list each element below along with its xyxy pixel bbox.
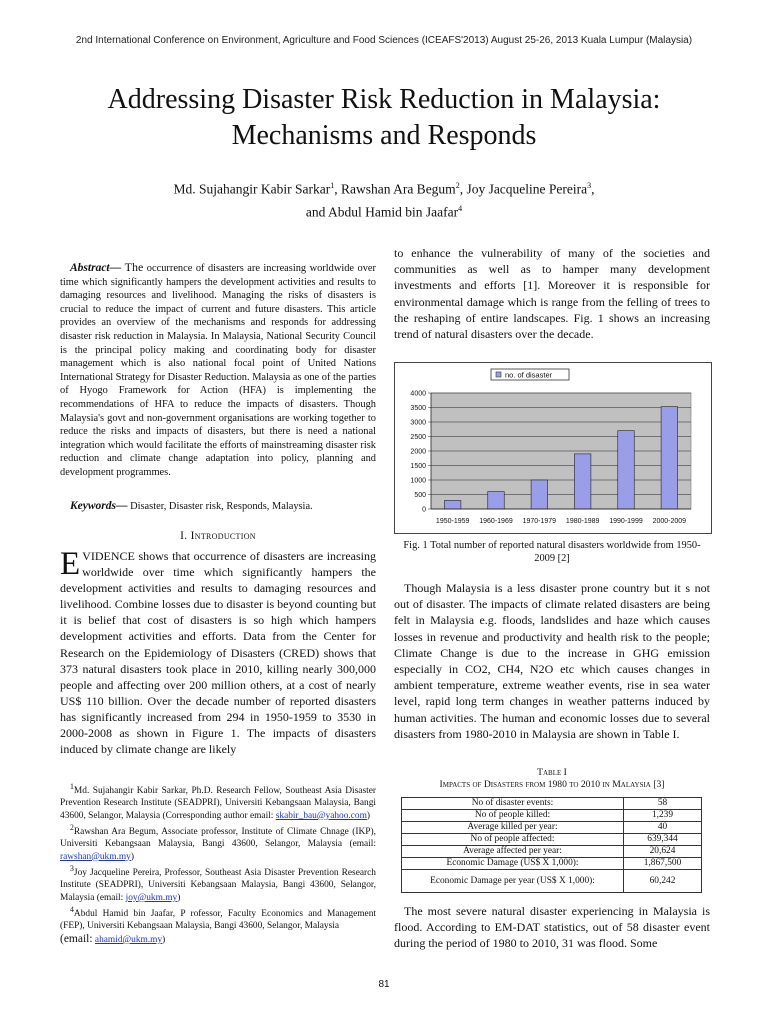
bar <box>574 454 590 509</box>
author-affil-mark: 2 <box>455 181 460 190</box>
table-row <box>402 846 702 858</box>
author-name: Abdul Hamid bin Jaafar <box>328 204 459 219</box>
table-cell-value: 20,624 <box>624 846 702 858</box>
figure-caption: Fig. 1 Total number of reported natural disasters worldwide from 1950-2009 [2] <box>403 540 701 564</box>
body-paragraph: to enhance the vulnerability of many of the societies and communities as well as to hamper many development investments and efforts [1]. Moreover it is responsible for environmental damage which is range from the felling of trees to the reshaping of entire landscapes. Fig. 1 shows an increasing trend of natural disasters over the decade. <box>394 246 710 342</box>
bar-chart <box>394 362 712 534</box>
keywords <box>70 500 376 512</box>
table-row <box>402 822 702 834</box>
table-cell-value: 1,867,500 <box>624 858 702 870</box>
y-tick-label: 1000 <box>410 477 426 485</box>
table-label: Table I <box>537 767 567 778</box>
y-tick-label: 2500 <box>410 434 426 441</box>
body-paragraph: The most severe natural disaster experiencing in Malaysia is flood. According to EM-DAT statistics, out of 58 disaster event during the period of 1980 to 2010, 31 was flood. Some <box>394 904 710 951</box>
footnote-text: Rawshan Ara Begum, Associate professor, Institute of Climate Chnage (IKP), Universiti Kebangsaan Malaysia, Bangi 43600, Selangor, Malaysia (email: <box>60 827 376 850</box>
footnote-mark: 1 <box>70 782 74 791</box>
email-link[interactable]: skabir_bau@yahoo.com <box>275 810 367 821</box>
x-tick-label: 1970-1979 <box>522 518 557 525</box>
table-row <box>402 858 702 870</box>
abstract-text: occurrence of disasters are increasing worldwide over time which significantly hampers the development activities and results to damaging resources and livelihood. Managing the risks of disasters is crucial to reduce the impact of current and future disasters. This article provides an overview of the mechanisms and responds for addressing disaster risk reduction in Malaysia. In Malaysia, National Security Council is the principal policy making and coordinating body for disaster management which is also national focal point of United Nations International Strategy for Disaster Reduction. Malaysia as one of the parties of Hyogo Framework for Action (HFA) is implementing the recommendations of HFA to reduce the impacts of disasters. Though Malaysia's govt and non-government organisations are working together to reduce the risks and impacts of disasters, but there is need a national integration which would facilitate the efforts of mainstreaming disaster risk reduction and climate change adaptation into policy, planning and development programmes. <box>60 263 376 478</box>
x-tick-label: 2000-2009 <box>652 518 687 525</box>
keywords-label: Keywords— <box>70 500 128 512</box>
table-cell-value: 60,242 <box>624 870 702 893</box>
author-affil-mark: 1 <box>330 181 335 190</box>
table-title: Impacts of Disasters from 1980 to 2010 in Malaysia [3] <box>439 779 665 790</box>
author-list: Md. Sujahangir Kabir Sarkar$^1$, Rawshan Ara Begum$^2$, Joy Jacqueline Pereira$^3$, and Abdul Hamid bin Jaafar$^4$ <box>173 181 595 219</box>
table-row <box>402 798 702 810</box>
impacts-table <box>401 797 702 893</box>
section-heading <box>60 530 376 542</box>
footnote-text: Joy Jacqueline Pereira, Professor, Southeast Asia Disaster Prevention Research Institute (SEADPRI), Universiti Kebangsaan Malaysia, Bangi 43600, Selangor, Malaysia (email: <box>60 868 376 903</box>
author-name: Rawshan Ara Begum <box>340 181 456 197</box>
table-cell-label: Average killed per year: <box>402 822 624 834</box>
table-cell-value: 40 <box>624 822 702 834</box>
y-tick-label: 500 <box>414 492 426 499</box>
bar <box>618 431 634 509</box>
bar <box>661 407 677 509</box>
legend-label: no. of disaster <box>505 370 553 380</box>
footnote-close: ) <box>130 851 134 862</box>
table-cell-value: 58 <box>624 798 702 810</box>
abstract-first-word: The <box>124 260 144 274</box>
email-link[interactable]: ahamid@ukm.my <box>94 934 163 945</box>
x-tick-label: 1950-1959 <box>435 518 470 525</box>
footnote-close: ) <box>366 810 371 821</box>
chart-canvas <box>395 363 711 533</box>
author-affil-mark: 4 <box>458 203 463 213</box>
section-title: Introduction <box>190 530 256 542</box>
bar <box>488 492 504 509</box>
table-cell-label: No of people affected: <box>402 834 624 846</box>
paper-title: Addressing Disaster Risk Reduction in Malaysia: Mechanisms and Responds <box>107 84 661 151</box>
y-tick-label: 3500 <box>410 405 426 412</box>
y-tick-label: 4000 <box>410 390 426 398</box>
email-link[interactable]: rawshan@ukm.my <box>60 851 131 862</box>
bar <box>444 500 460 509</box>
footnote-mark: 3 <box>70 864 74 874</box>
footnote <box>60 863 376 904</box>
table-row <box>402 834 702 846</box>
x-tick-label: 1990-1999 <box>609 518 643 525</box>
table-cell-label: No of people killed: <box>402 810 624 822</box>
intro-text: shows that occurrence of disasters are increasing worldwide over time which significantly hampers the development activities and results to damaging resources and livelihood. Combine losses due to disaster is beyond counting but it is belief that cost of disasters is so high which hampers development activities and efforts. Data from the Center for Research on the Epidemiology of Disasters (CRED) shows that 373 natural disasters took place in 2010, killing nearly 300,000 people and affecting over 200 million others, at a cost of nearly US$ 110 billion. Over the decade number of reported disasters has significantly increased from 294 in 1950-1959 to 3530 in 2000-2008 as shown in Figure 1. The impacts of disasters induced by climate change are likely <box>60 549 377 757</box>
footnote-text: Abdul Hamid bin Jaafar, P rofessor, Faculty Economics and Management (FEP), Universiti Kebangsaan Malaysia, Bangi 43600, Selangor, Malaysia <box>60 909 376 932</box>
table-cell-label: Economic Damage (US$ X 1,000): <box>402 858 624 870</box>
keywords-text: Disaster, Disaster risk, Responds, Malaysia. <box>130 501 313 512</box>
footnote <box>60 904 376 933</box>
footnote-text: Md. Sujahangir Kabir Sarkar, Ph.D. Research Fellow, Southeast Asia Disaster Prevention Research Institute (SEADPRI), Universiti Kebangsaan Malaysia, Bangi 43600, Selangor, Malaysia (Corresponding author email: <box>60 786 376 821</box>
footnote-mark: 4 <box>70 905 74 915</box>
page-number: 81 <box>378 979 390 990</box>
email-link[interactable]: joy@ukm.my <box>125 892 178 903</box>
footnote <box>60 822 376 863</box>
legend-swatch <box>496 372 501 377</box>
y-tick-label: 0 <box>422 506 426 514</box>
introduction-paragraph <box>60 548 376 757</box>
body-paragraph: Though Malaysia is a less disaster prone country but it s not out of disaster. The impacts of climate related disasters are being felt in Malaysia e.g. floods, landslides and haze which causes losses in revenue and productivity and health risk to the people; Climate Change is due to the increase in GHG emission especially in CO2, CH4, N2O etc which causes changes in ambient temperature, extreme weather events, rise in sea water level, rapid long term changes in weather patterns induced by human activities. The human and economic losses due to several disasters from 1980-2010 in Malaysia are shown in Table I. <box>394 581 710 741</box>
abstract <box>60 261 376 480</box>
table-row <box>402 810 702 822</box>
drop-cap: E <box>60 546 81 582</box>
author-name: Joy Jacqueline Pereira <box>466 181 588 197</box>
author-affil-mark: 3 <box>587 181 592 190</box>
author-name: Md. Sujahangir Kabir Sarkar <box>173 181 331 197</box>
conference-header: 2nd International Conference on Environment, Agriculture and Food Sciences (ICEAFS'2013) August 25-26, 2013 Kuala Lumpur (Malaysia) <box>75 35 693 46</box>
footnote-email-label: (email: <box>60 932 93 945</box>
footnote-mark: 2 <box>70 823 74 833</box>
abstract-label: Abstract— <box>70 262 122 274</box>
footnote-close: ) <box>162 934 166 945</box>
author-footnotes <box>60 781 376 946</box>
footnote-email-line <box>60 933 376 946</box>
section-number: I. <box>180 530 188 542</box>
y-tick-label: 2000 <box>410 448 426 456</box>
table-cell-value: 1,239 <box>624 810 702 822</box>
y-tick-label: 3000 <box>410 419 426 427</box>
x-tick-label: 1960-1969 <box>479 518 513 525</box>
table-cell-label: Economic Damage per year (US$ X 1,000): <box>402 870 624 893</box>
table-row <box>402 870 702 893</box>
footnote <box>60 781 376 822</box>
y-tick-label: 1500 <box>410 463 426 470</box>
bar <box>531 480 547 509</box>
intro-first-word: VIDENCE <box>82 549 135 563</box>
table-caption <box>394 767 710 791</box>
table-cell-label: Average affected per year: <box>402 846 624 858</box>
x-tick-label: 1980-1989 <box>565 518 600 525</box>
table-cell-label: No of disaster events: <box>402 798 624 810</box>
footnote-close: ) <box>177 892 181 903</box>
table-cell-value: 639,344 <box>624 834 702 846</box>
